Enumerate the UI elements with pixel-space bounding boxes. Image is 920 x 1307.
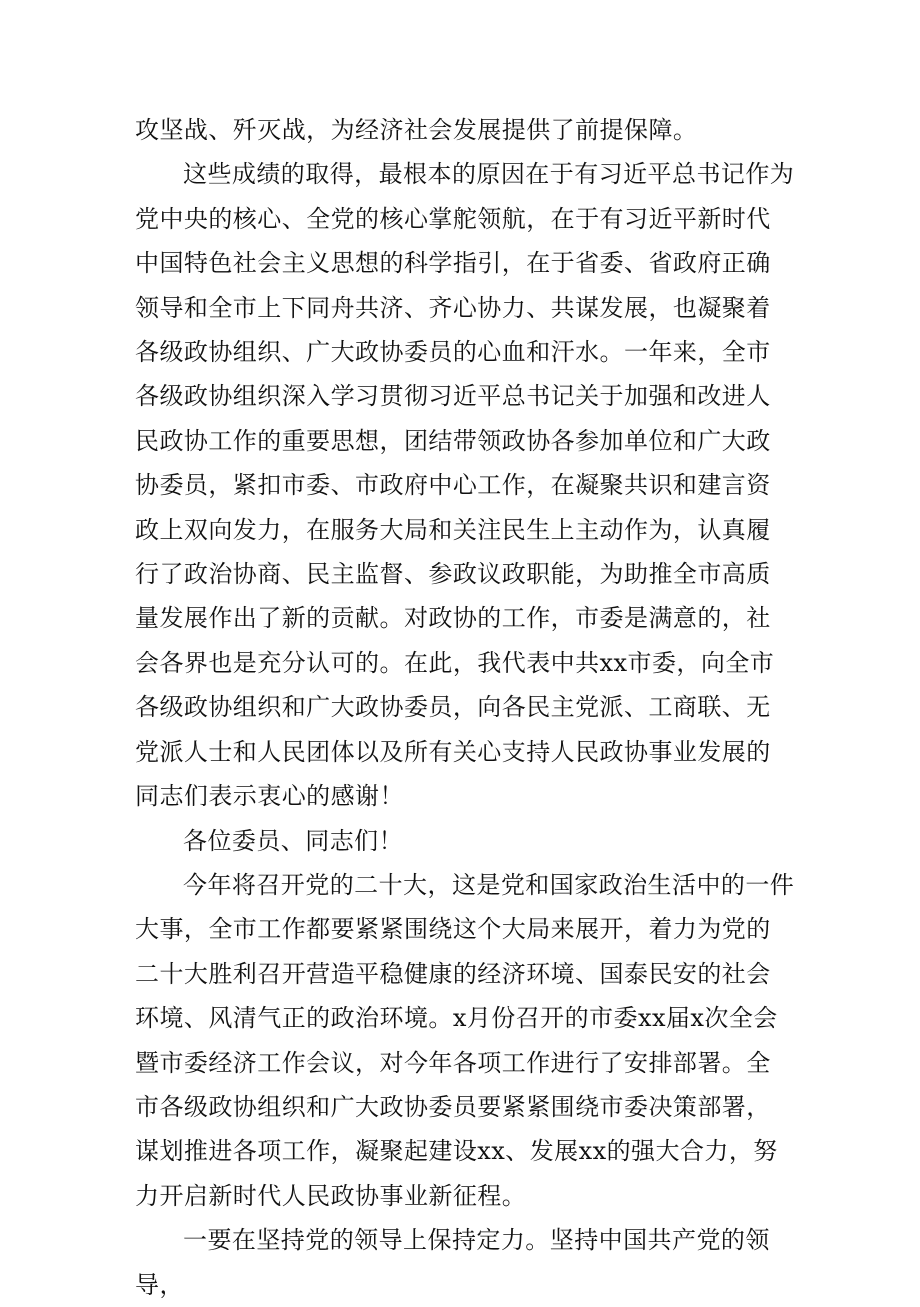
paragraph-2: 这些成绩的取得，最根本的原因在于有习近平总书记作为党中央的核心、全党的核心掌舵领航，在于有习近平新时代中国特色社会主义思想的科学指引，在于省委、省政府正确领导和全市上下同舟共济、齐心协力、共谋发展，也凝聚着各级政协组织、广大政协委员的心血和汗水。一年来，全市各级政协组织深入学习贯彻习近平总书记关于加强和改进人民政协工作的重要思想，团结带领政协各参加单位和广大政协委员，紧扣市委、市政府中心工作，在凝聚共识和建言资政上双向发力，在服务大局和关注民生上主动作为，认真履行了政治协商、民主监督、参政议政职能，为助推全市高质量发展作出了新的贡献。对政协的工作，市委是满意的，社会各界也是充分认可的。在此，我代表中共xx市委，向全市各级政协组织和广大政协委员，向各民主党派、工商联、无党派人士和人民团体以及所有关心支持人民政协事业发展的同志们表示衷心的感谢！ (135, 160, 795, 811)
paragraph-5: 一要在坚持党的领导上保持定力。坚持中国共产党的领导， (135, 1226, 770, 1299)
document-body (135, 108, 795, 1307)
paragraph-3: 各位委员、同志们！ (183, 826, 404, 855)
paragraph-4: 今年将召开党的二十大，这是党和国家政治生活中的一件大事，全市工作都要紧紧围绕这个大局来展开，着力为党的二十大胜利召开营造平稳健康的经济环境、国泰民安的社会环境、风清气正的政治环境。x月份召开的市委xx届x次全会暨市委经济工作会议，对今年各项工作进行了安排部署。全市各级政协组织和广大政协委员要紧紧围绕市委决策部署，谋划推进各项工作，凝聚起建设xx、发展xx的强大合力，努力开启新时代人民政协事业新征程。 (135, 870, 795, 1210)
paragraph-1: 攻坚战、歼灭战，为经济社会发展提供了前提保障。 (135, 116, 698, 144)
